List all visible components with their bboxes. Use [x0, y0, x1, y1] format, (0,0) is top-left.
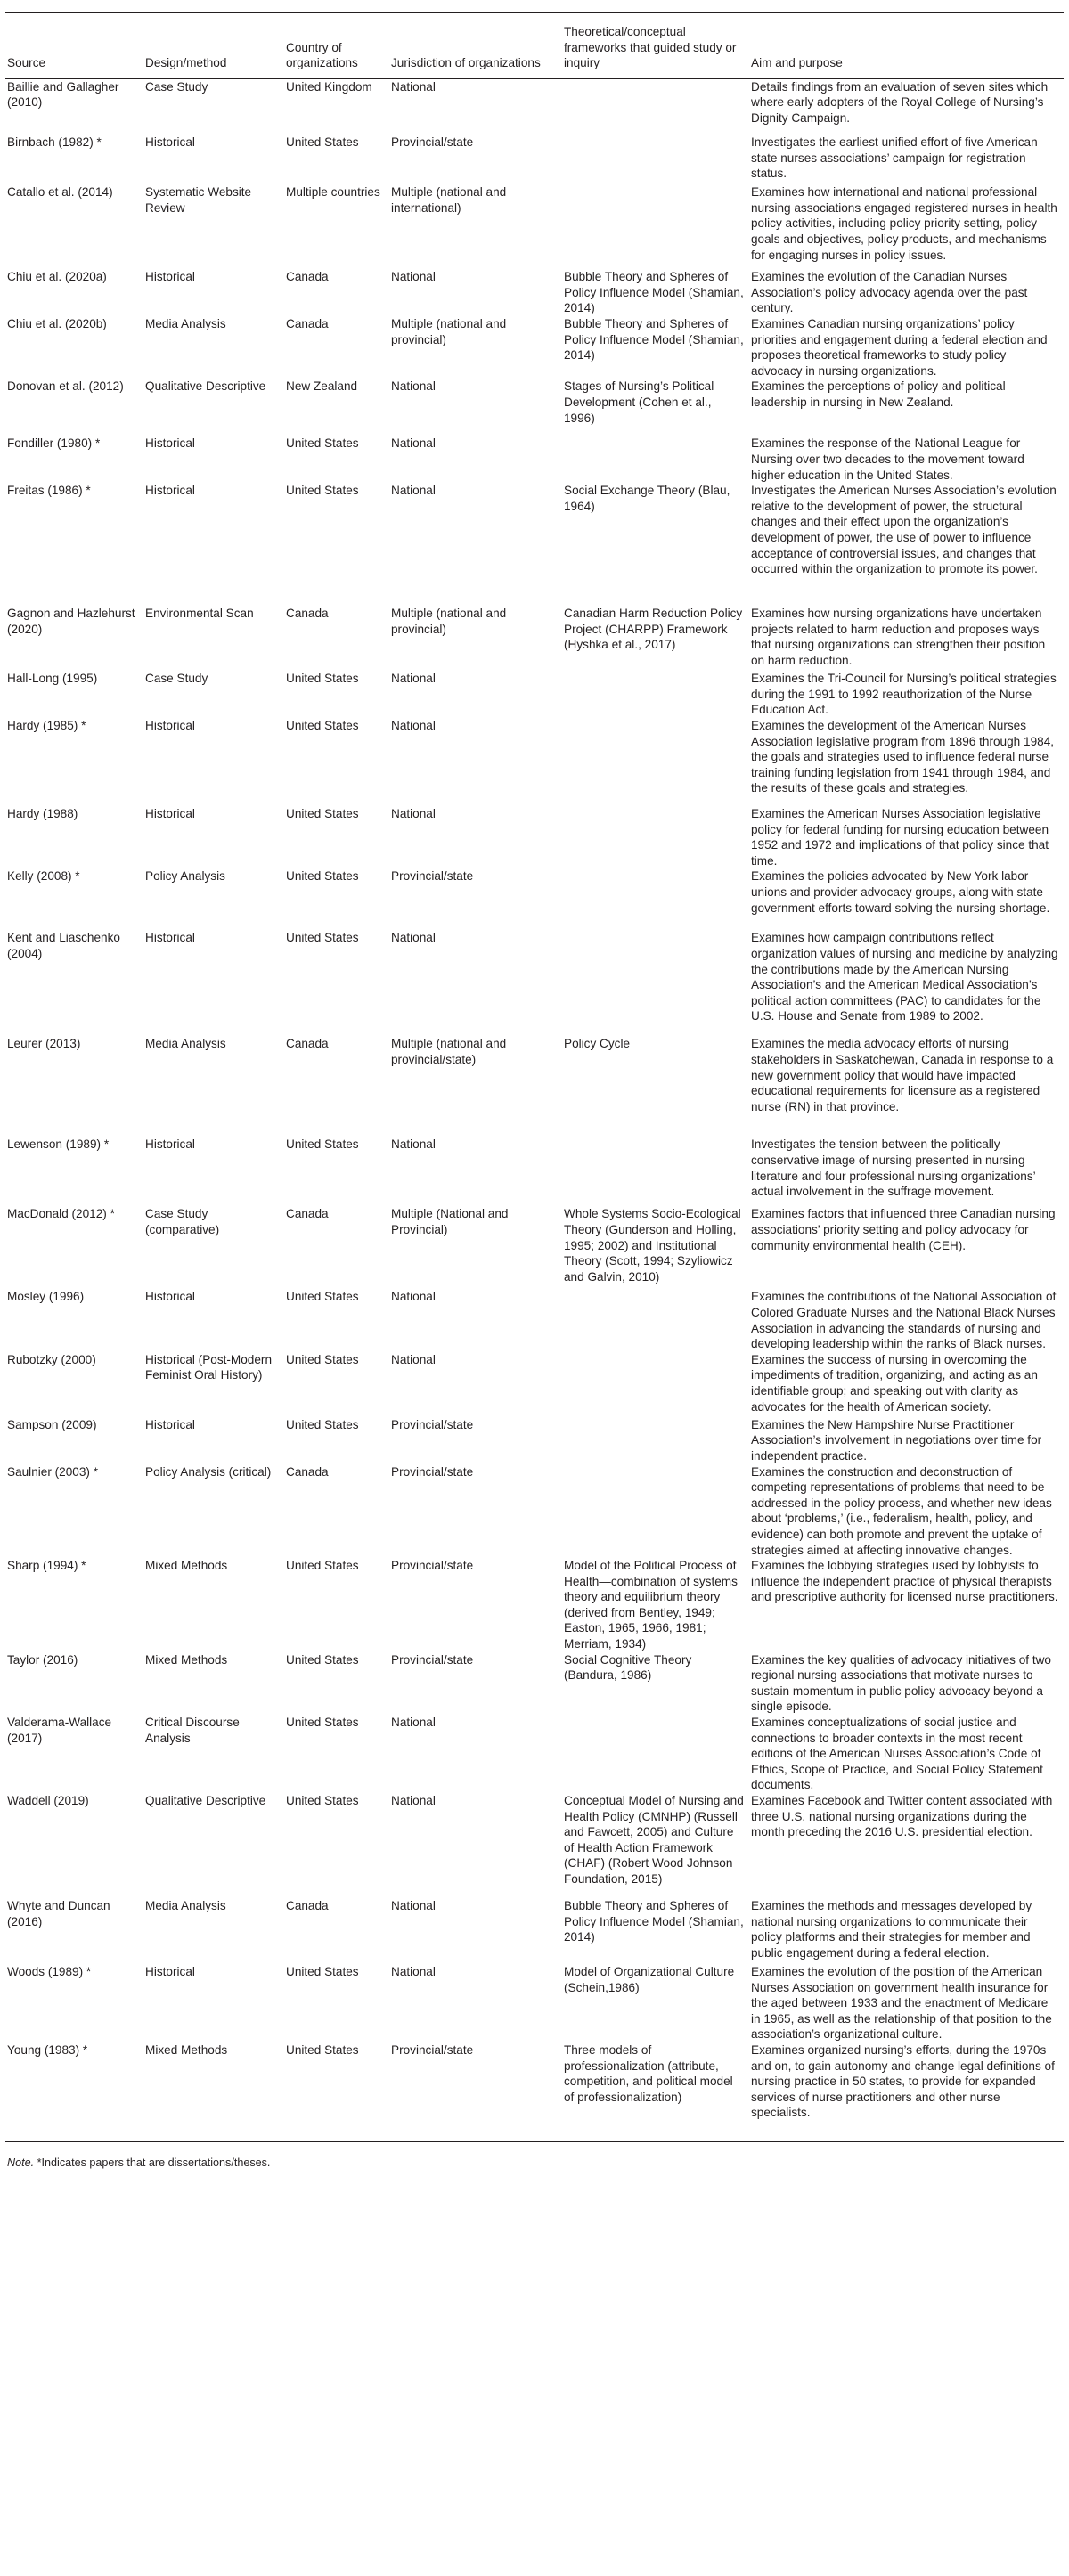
cell-source: Hall-Long (1995)	[7, 672, 98, 686]
cell-source: Leurer (2013)	[7, 1037, 81, 1051]
cell-source: Kent and Liaschenko (2004)	[7, 931, 120, 960]
cell-aim: Examines the evolution of the position of the American Nurses Association on government health insurance for the aged between 1933 and the enactment of Medicare in 1965, as well as the relationship of that position to the association’s organizational culture.	[751, 1965, 1052, 2042]
header-design: Design/method	[143, 13, 284, 79]
cell-jurisdiction: National	[391, 270, 436, 284]
cell-design: Historical	[145, 807, 195, 820]
cell-country: United States	[286, 1652, 359, 1667]
cell-source: Young (1983) *	[5, 2042, 143, 2142]
cell-framework	[562, 868, 749, 930]
header-framework: Theoretical/conceptual frameworks that guided study or inquiry	[562, 13, 749, 79]
cell-framework	[562, 930, 749, 1036]
cell-design: Case Study (comparative)	[145, 1207, 220, 1236]
cell-country: Canada	[286, 1037, 329, 1051]
cell-jurisdiction: Provincial/state	[391, 1464, 474, 1479]
cell-framework	[562, 135, 749, 184]
cell-design: Case Study	[145, 79, 208, 94]
cell-aim: Examines the construction and deconstruction of competing representations of problems that need to be addressed in the policy process, and whether new ideas about ‘problems,’ (i.e., federalism, health, policy, and evidence) can both promote and prevent the uptake of strategies aimed at affecting innovative changes.	[751, 1464, 1052, 1557]
cell-jurisdiction: National	[391, 1716, 436, 1730]
table-row	[5, 135, 1064, 184]
table-row	[5, 316, 1064, 379]
cell-aim: Investigates the earliest unified effort of five American state nurses associations’ campaign for registration status.	[751, 135, 1038, 181]
table-row	[5, 2042, 1064, 2142]
table-row	[5, 1964, 1064, 2042]
cell-jurisdiction: Provincial/state	[391, 1417, 474, 1431]
table-row	[5, 1289, 1064, 1351]
cell-source: Freitas (1986) *	[7, 484, 91, 498]
cell-source: Donovan et al. (2012)	[7, 379, 124, 394]
cell-framework: Social Cognitive Theory (Bandura, 1986)	[564, 1652, 692, 1683]
table-row	[5, 269, 1064, 316]
table-row	[5, 1464, 1064, 1559]
cell-aim: Examines the success of nursing in overcoming the impediments of tradition, organizing, and acting as an identifiable group; and speaking out with clarity as advocates for the health of American society.	[751, 1352, 1038, 1414]
header-country: Country of organizations	[284, 13, 389, 79]
table-row	[5, 1036, 1064, 1137]
cell-design: Historical	[145, 436, 195, 451]
table-row	[5, 671, 1064, 718]
header-jurisdiction: Jurisdiction of organizations	[389, 13, 562, 79]
cell-design: Media Analysis	[145, 317, 226, 331]
cell-country: United States	[286, 1137, 359, 1152]
cell-aim: Examines conceptualizations of social justice and connections to broader contexts in the most recent editions of the American Nurses Association’s Code of Ethics, Scope of Practice, and Social Policy Statement documents.	[751, 1716, 1043, 1792]
cell-design: Policy Analysis (critical)	[145, 1464, 272, 1479]
cell-framework: Bubble Theory and Spheres of Policy Influence Model (Shamian, 2014)	[564, 1899, 744, 1944]
table-note	[5, 2156, 1064, 2169]
cell-source: Woods (1989) *	[7, 1965, 92, 1978]
cell-jurisdiction: National	[391, 672, 436, 686]
cell-design: Historical	[145, 1290, 195, 1304]
table-row	[5, 1137, 1064, 1206]
cell-source: Saulnier (2003) *	[7, 1464, 99, 1479]
cell-design: Qualitative Descriptive	[145, 379, 266, 394]
cell-jurisdiction: National	[391, 379, 436, 394]
cell-country: United States	[286, 1559, 359, 1573]
table-row	[5, 436, 1064, 483]
cell-aim: Examines the New Hampshire Nurse Practitioner Association’s involvement in negotiations over time for independent practice.	[751, 1417, 1042, 1463]
cell-country: United States	[286, 719, 359, 732]
cell-aim: Examines the media advocacy efforts of nursing stakeholders in Saskatchewan, Canada in response to a new government policy that would have impacted educational requirements for licensure as a registered nurse (RN) in that province.	[751, 1037, 1054, 1113]
cell-source: Whyte and Duncan (2016)	[7, 1899, 110, 1928]
cell-aim: Examines Facebook and Twitter content associated with three U.S. national nursing organizations during the month preceding the 2016 U.S. presidential election.	[751, 1794, 1053, 1839]
cell-framework	[562, 78, 749, 135]
cell-framework	[562, 436, 749, 483]
cell-aim: Examines the development of the American Nurses Association legislative program from 1896 through 1984, the goals and strategies used to influence federal nurse training funding legislation from 1941 through 1984, and the results of these goals and strategies.	[751, 719, 1055, 795]
table-body	[5, 78, 1064, 2142]
cell-jurisdiction: Multiple (national and provincial/state)	[391, 1037, 507, 1066]
note-text: *Indicates papers that are dissertations/theses.	[34, 2156, 271, 2170]
cell-source: Gagnon and Hazlehurst (2020)	[7, 607, 135, 636]
cell-design: Mixed Methods	[145, 1559, 228, 1573]
cell-country: United States	[286, 1417, 359, 1431]
cell-design: Historical	[145, 719, 195, 732]
cell-jurisdiction: National	[391, 807, 436, 820]
cell-framework	[562, 1715, 749, 1793]
cell-design: Systematic Website Review	[145, 185, 252, 215]
cell-country: Canada	[286, 317, 329, 331]
cell-framework: Social Exchange Theory (Blau, 1964)	[564, 484, 730, 513]
cell-design: Qualitative Descriptive	[145, 1794, 266, 1807]
header-row	[5, 13, 1064, 79]
cell-source: Chiu et al. (2020b)	[7, 317, 107, 331]
cell-source: Mosley (1996)	[7, 1290, 85, 1304]
header-source: Source	[5, 13, 143, 79]
table-row	[5, 1417, 1064, 1464]
cell-jurisdiction: National	[391, 719, 436, 732]
cell-aim: Examines the contributions of the National Association of Colored Graduate Nurses and the National Black Nurses Association in advancing the standards of nursing and developing leadership within the ranks of Black nurses.	[751, 1290, 1057, 1351]
table-header	[5, 13, 1064, 79]
table-row	[5, 806, 1064, 868]
cell-aim: Examines how nursing organizations have undertaken projects related to harm reduction and proposes ways that nursing organizations can strengthen their position on harm reduction.	[751, 607, 1046, 667]
cell-country: United States	[286, 869, 359, 884]
cell-country: United States	[284, 2042, 389, 2142]
cell-source: Taylor (2016)	[7, 1652, 78, 1667]
table-row	[5, 868, 1064, 930]
cell-jurisdiction: Provincial/state	[391, 135, 474, 150]
cell-framework	[562, 1417, 749, 1464]
cell-source: Catallo et al. (2014)	[7, 185, 113, 200]
cell-aim: Investigates the tension between the politically conservative image of nursing presented in nursing literature and four professional nursing organizations’ actual involvement in the suffrage movement.	[751, 1137, 1036, 1199]
cell-aim: Examines how campaign contributions reflect organization values of nursing and medicine by analyzing the contributions made by the American Nursing Association’s and the American Medical Association’s political action committees (PAC) to candidates for the U.S. House and Senate from 1989 to 2002.	[751, 931, 1058, 1023]
cell-country: United States	[286, 931, 359, 945]
cell-framework: Model of Organizational Culture (Schein,1986)	[564, 1965, 735, 1994]
cell-source: Rubotzky (2000)	[7, 1352, 96, 1366]
cell-country: Canada	[286, 270, 329, 284]
cell-aim: Examines the lobbying strategies used by lobbyists to influence the independent practice of physical therapists and prescriptive authority for licensed nurse practitioners.	[751, 1559, 1058, 1604]
cell-design: Media Analysis	[145, 1037, 226, 1051]
cell-country: United States	[286, 1794, 359, 1807]
cell-jurisdiction: National	[391, 931, 436, 945]
cell-country: United States	[286, 1352, 359, 1366]
cell-framework: Model of the Political Process of Health—combination of systems theory and equilibrium theory (derived from Bentley, 1949; Easton, 1965, 1966, 1981; Merriam, 1934)	[564, 1559, 738, 1651]
cell-design: Case Study	[145, 672, 208, 686]
cell-jurisdiction: National	[391, 436, 436, 451]
cell-framework	[562, 1137, 749, 1206]
cell-jurisdiction: Provincial/state	[391, 869, 474, 884]
cell-country: United States	[286, 807, 359, 820]
cell-framework: Three models of professionalization (attribute, competition, and political model of professionalization)	[562, 2042, 749, 2142]
table-row	[5, 1715, 1064, 1793]
cell-country: United States	[286, 484, 359, 498]
cell-jurisdiction: Provincial/state	[391, 1559, 474, 1573]
cell-framework: Canadian Harm Reduction Policy Project (CHARPP) Framework (Hyshka et al., 2017)	[564, 607, 743, 652]
cell-aim: Examines organized nursing’s efforts, during the 1970s and on, to gain autonomy and change legal definitions of nursing practice in 50 states, to provide for expanded services of nurse practitioners and other nurse specialists.	[749, 2042, 1064, 2142]
cell-jurisdiction: National	[391, 484, 436, 498]
cell-framework: Policy Cycle	[564, 1037, 631, 1051]
table-row	[5, 184, 1064, 269]
cell-country: Canada	[286, 1899, 329, 1912]
cell-country: New Zealand	[286, 379, 358, 394]
cell-aim: Examines factors that influenced three Canadian nursing associations’ priority setting and policy advocacy for community environmental health (CEH).	[751, 1207, 1056, 1252]
cell-framework	[562, 671, 749, 718]
cell-design: Historical	[145, 1417, 195, 1431]
cell-source: Chiu et al. (2020a)	[7, 270, 107, 284]
cell-design: Historical	[145, 270, 195, 284]
cell-framework: Bubble Theory and Spheres of Policy Influence Model (Shamian, 2014)	[564, 270, 744, 315]
cell-country: United States	[286, 1716, 359, 1730]
cell-design: Historical (Post-Modern Feminist Oral History)	[145, 1352, 273, 1382]
cell-aim: Examines how international and national professional nursing associations engaged registered nurses in health policy activities, including policy priority setting, policy goals and objectives, policy products, and mechanisms for engaging nurses in policy issues.	[751, 185, 1057, 262]
cell-source: Valderama-Wallace (2017)	[7, 1716, 112, 1745]
cell-aim: Details findings from an evaluation of seven sites which where early adopters of the Royal College of Nursing’s Dignity Campaign.	[751, 79, 1049, 125]
cell-design: Mixed Methods	[143, 2042, 284, 2142]
cell-country: United States	[286, 672, 359, 686]
cell-design: Historical	[145, 484, 195, 498]
cell-framework	[562, 184, 749, 269]
cell-jurisdiction: Provincial/state	[391, 1652, 474, 1667]
cell-jurisdiction: National	[391, 1290, 436, 1304]
cell-framework: Whole Systems Socio-Ecological Theory (Gunderson and Holling, 1995; 2002) and Institutional Theory (Scott, 1994; Szyliowicz and Galvin, 2010)	[564, 1207, 741, 1284]
table-row	[5, 1652, 1064, 1715]
cell-jurisdiction: Multiple (National and Provincial)	[391, 1207, 509, 1236]
cell-aim: Examines the perceptions of policy and political leadership in nursing in New Zealand.	[751, 379, 1006, 410]
cell-design: Historical	[145, 135, 195, 150]
cell-framework: Stages of Nursing’s Political Development (Cohen et al., 1996)	[564, 379, 714, 425]
cell-source: Lewenson (1989) *	[7, 1137, 110, 1152]
cell-country: Canada	[286, 1207, 329, 1221]
cell-framework: Conceptual Model of Nursing and Health Policy (CMNHP) (Russell and Fawcett, 2005) and Culture of Health Action Framework (CHAF) (Robert Wood Johnson Foundation, 2015)	[564, 1794, 744, 1886]
cell-jurisdiction: Provincial/state	[389, 2042, 562, 2142]
cell-source: Kelly (2008) *	[7, 869, 80, 884]
cell-jurisdiction: National	[391, 1899, 436, 1912]
cell-jurisdiction: Multiple (national and provincial)	[391, 317, 507, 346]
table-row	[5, 718, 1064, 806]
cell-country: Canada	[286, 1464, 329, 1479]
table-row	[5, 1793, 1064, 1898]
cell-source: Sampson (2009)	[7, 1417, 97, 1431]
cell-jurisdiction: National	[391, 1137, 436, 1152]
cell-country: United States	[286, 1290, 359, 1304]
cell-design: Mixed Methods	[145, 1652, 228, 1667]
cell-source: Baillie and Gallagher (2010)	[7, 79, 119, 110]
cell-source: MacDonald (2012) *	[7, 1207, 115, 1221]
cell-aim: Examines Canadian nursing organizations’ policy priorities and engagement during a federal election and proposes theoretical frameworks to study policy advocacy in nursing organizations.	[751, 317, 1048, 378]
cell-jurisdiction: National	[391, 1965, 436, 1978]
table-row	[5, 1352, 1064, 1417]
table-row	[5, 78, 1064, 135]
cell-design: Historical	[145, 931, 195, 945]
cell-framework	[562, 718, 749, 806]
studies-table	[5, 12, 1064, 2142]
cell-aim: Examines the American Nurses Association legislative policy for federal funding for nursing education between 1952 and 1972 and implications of that policy since that time.	[751, 807, 1049, 868]
cell-framework	[562, 1289, 749, 1351]
cell-jurisdiction: Multiple (national and international)	[391, 185, 507, 215]
cell-jurisdiction: National	[391, 1794, 436, 1807]
cell-country: United Kingdom	[286, 79, 372, 94]
cell-aim: Examines the response of the National League for Nursing over two decades to the movement toward higher education in the United States.	[751, 436, 1024, 482]
cell-country: Canada	[286, 607, 329, 621]
cell-country: United States	[286, 1965, 359, 1978]
table-row	[5, 379, 1064, 436]
cell-design: Critical Discourse Analysis	[145, 1716, 240, 1745]
table-row	[5, 1558, 1064, 1652]
cell-source: Hardy (1985) *	[7, 719, 86, 732]
cell-aim: Examines the policies advocated by New York labor unions and provider advocacy groups, along with state government efforts toward solving the nursing shortage.	[751, 869, 1050, 915]
cell-source: Hardy (1988)	[7, 807, 78, 820]
cell-aim: Examines the methods and messages developed by national nursing organizations to communicate their policy platforms and their strategies for member and public engagement during a federal election.	[751, 1899, 1032, 1960]
cell-jurisdiction: National	[391, 79, 436, 94]
table-row	[5, 930, 1064, 1036]
cell-aim: Examines the Tri-Council for Nursing’s political strategies during the 1991 to 1992 reauthorization of the Nurse Education Act.	[751, 672, 1057, 717]
cell-framework	[562, 806, 749, 868]
table-row	[5, 483, 1064, 606]
cell-framework	[562, 1464, 749, 1559]
cell-design: Policy Analysis	[145, 869, 225, 884]
cell-framework: Bubble Theory and Spheres of Policy Influence Model (Shamian, 2014)	[564, 317, 744, 363]
cell-source: Birnbach (1982) *	[7, 135, 102, 150]
note-label: Note.	[7, 2156, 35, 2170]
cell-design: Media Analysis	[145, 1899, 226, 1912]
header-aim: Aim and purpose	[749, 13, 1064, 79]
cell-country: United States	[286, 436, 359, 451]
cell-jurisdiction: National	[391, 1352, 436, 1366]
table-row	[5, 606, 1064, 671]
cell-design: Historical	[145, 1137, 195, 1152]
cell-aim: Examines the evolution of the Canadian Nurses Association’s policy advocacy agenda over the past century.	[751, 270, 1028, 315]
cell-aim: Examines the key qualities of advocacy initiatives of two regional nursing associations that motivate nurses to sustain momentum in public policy advocacy beyond a single episode.	[751, 1652, 1051, 1714]
cell-source: Fondiller (1980) *	[7, 436, 101, 451]
cell-design: Environmental Scan	[145, 607, 254, 621]
cell-source: Sharp (1994) *	[7, 1559, 86, 1573]
cell-design: Historical	[145, 1965, 195, 1978]
cell-aim: Investigates the American Nurses Association’s evolution relative to the development of power, the structural changes and their effect upon the organization’s development of power, the use of power to influence acceptance of controversial issues, and changes that occurred within the organization to promote its power.	[751, 484, 1057, 576]
cell-jurisdiction: Multiple (national and provincial)	[391, 607, 507, 636]
cell-framework	[562, 1352, 749, 1417]
cell-source: Waddell (2019)	[7, 1794, 89, 1807]
cell-country: Multiple countries	[286, 185, 380, 200]
cell-country: United States	[286, 135, 359, 150]
table-row	[5, 1206, 1064, 1289]
table-row	[5, 1898, 1064, 1964]
